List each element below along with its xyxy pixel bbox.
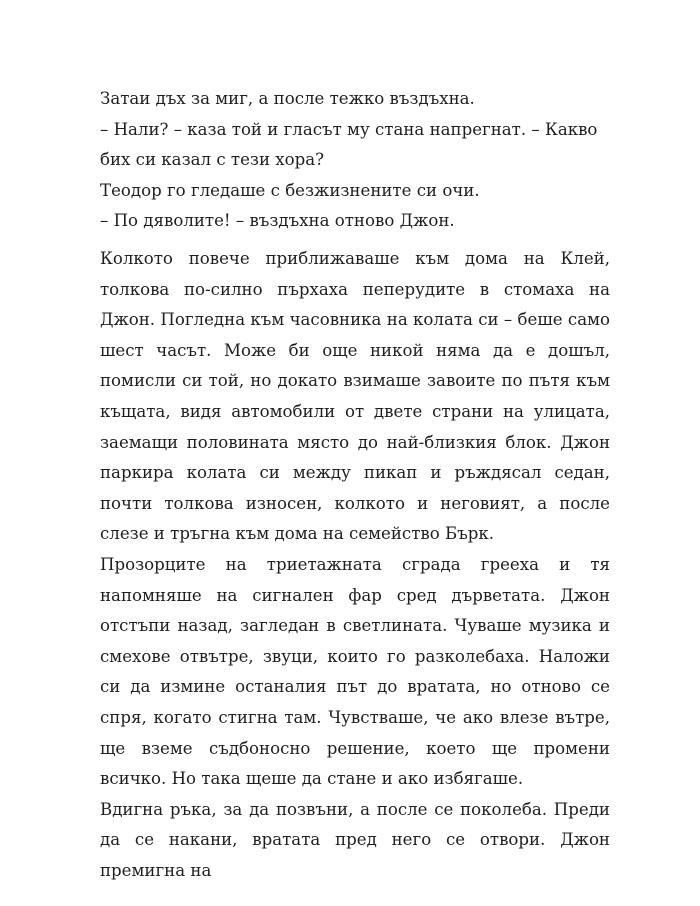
paragraph: Теодор го гледаше с безжизнените си очи.	[100, 180, 480, 200]
paragraph: – Нали? – каза той и гласът му стана напрегнат. – Какво бих си казал с тези хора?	[100, 119, 598, 170]
paragraph: – По дяволите! – въздъхна отново Джон.	[100, 211, 455, 231]
narrative-section	[100, 244, 610, 886]
paragraph: Затаи дъх за миг, а после тежко въздъхна.	[100, 89, 475, 108]
paragraph: Прозорците на триетажната сграда грееха и тя напомняше на сигнален фар сред дърветата. Джон отстъпи назад, загледан в светлината. Чуваше музика и смехове отвътре, звуци, които го разколебаха. Наложи си да измине останалия път до вратата, но отново се спря, когато стигна там. Чувстваше, че ако влезе вътре, ще вземе съдбоносно решение, което ще промени всичко. Но така щеше да стане и ако избягаше.	[100, 554, 610, 789]
paragraph: Колкото повече приближаваше към дома на Клей, толкова по-силно пърхаха пеперудите в стомаха на Джон. Погледна към часовника на колата си – беше само шест часът. Може би още никой няма да е дошъл, помисли си той, но докато взимаше завоите по пътя към къщата, видя автомобили от двете страни на улицата, заемащи половината място до най-близкия блок. Джон паркира колата си между пикап и ръждясал седан, почти толкова износен, колкото и неговият, а после слезе и тръгна към дома на семейство Бърк.	[100, 249, 610, 544]
paragraph: Вдигна ръка, за да позвъни, а после се поколеба. Преди да се накани, вратата пред него се отвори. Джон премигна на	[100, 799, 610, 880]
dialogue-section	[100, 84, 610, 237]
